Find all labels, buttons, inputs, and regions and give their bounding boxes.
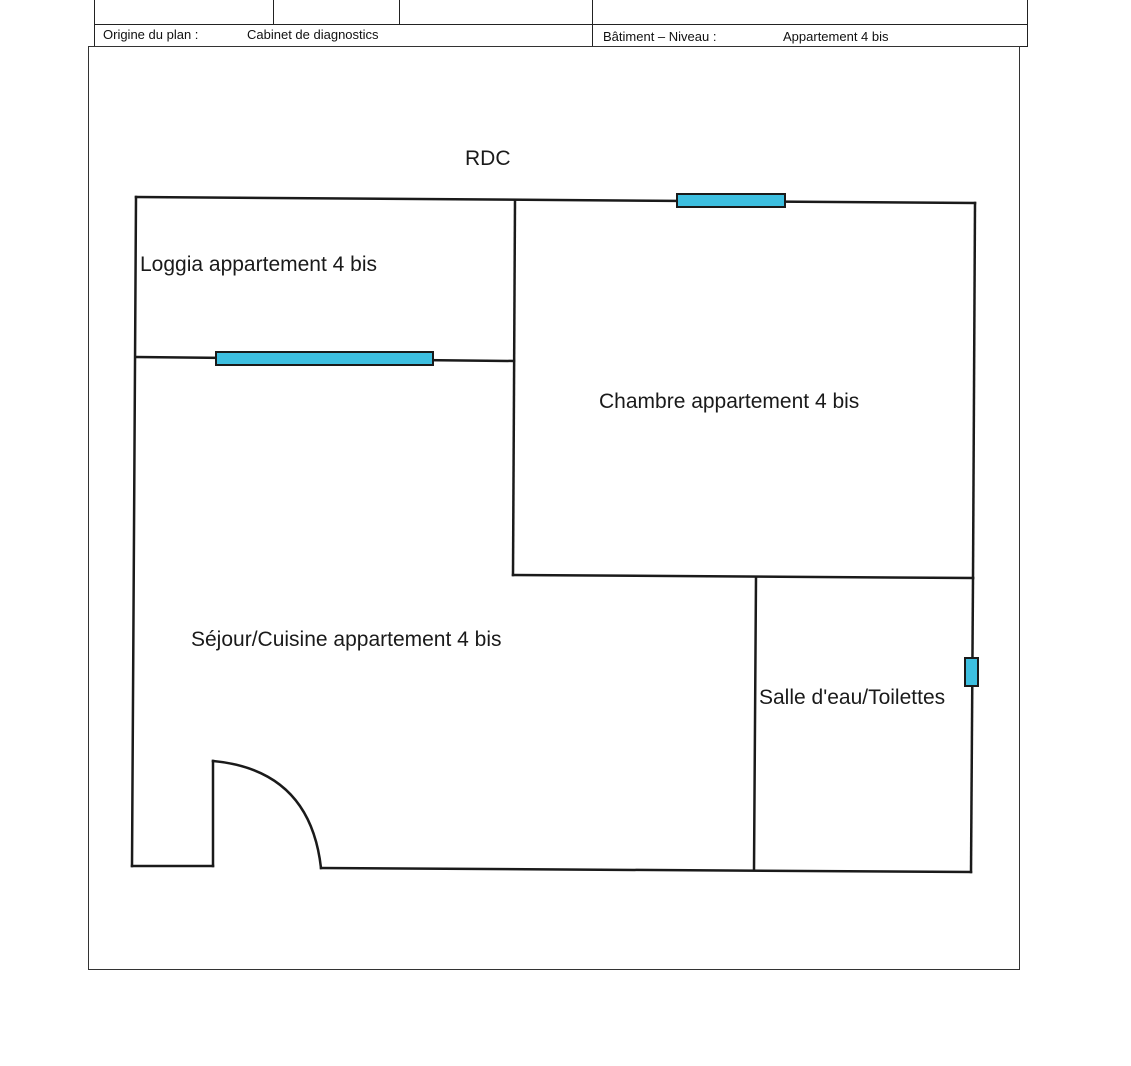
building-value: Appartement 4 bis [783,29,889,44]
window-salle-eau [965,658,978,686]
wall-salle-eau-left [754,577,756,870]
wall-bottom [321,868,971,872]
room-label-salle-eau: Salle d'eau/Toilettes [759,686,946,709]
room-label-loggia: Loggia appartement 4 bis [140,253,377,276]
room-label-chambre: Chambre appartement 4 bis [599,390,860,413]
wall-right-upper [973,203,975,578]
wall-chambre-bottom [513,575,973,578]
wall-top [136,197,975,203]
origin-value: Cabinet de diagnostics [247,27,379,42]
wall-right-lower [971,578,973,872]
wall-chambre-left [513,200,515,575]
room-label-sejour: Séjour/Cuisine appartement 4 bis [191,628,502,651]
wall-left [132,197,136,866]
origin-label: Origine du plan : [103,27,199,42]
window-loggia [216,352,433,365]
door-swing-arc [213,761,321,868]
level-title: RDC [465,147,511,170]
building-label: Bâtiment – Niveau : [603,29,717,44]
window-chambre [677,194,785,207]
